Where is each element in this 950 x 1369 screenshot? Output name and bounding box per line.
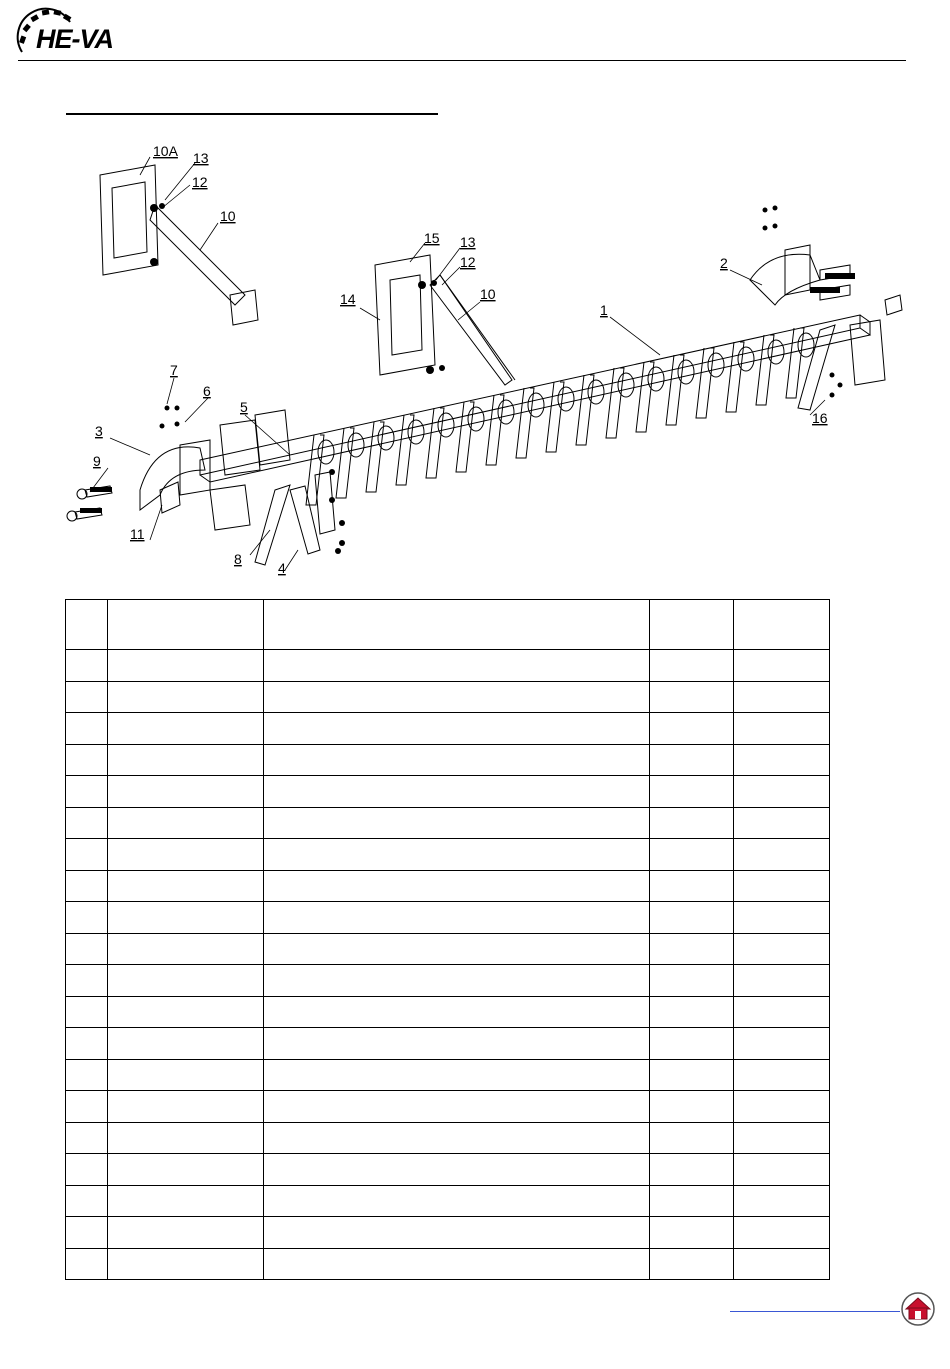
cell-qty	[650, 933, 734, 965]
table-row	[66, 839, 830, 871]
cell-qty	[650, 996, 734, 1028]
callout-label: 12	[460, 254, 476, 270]
logo-text: HE-VA	[36, 24, 114, 54]
cell-part-no	[108, 965, 264, 997]
cell-qty	[650, 776, 734, 808]
cell-part-no	[108, 839, 264, 871]
callout-label: 1	[600, 302, 608, 318]
callout-label: 14	[340, 291, 356, 307]
header-part-no	[108, 600, 264, 650]
cell-description	[264, 1154, 650, 1186]
header-divider	[18, 60, 906, 61]
cell-pos	[66, 1091, 108, 1123]
cell-description	[264, 776, 650, 808]
cell-description	[264, 681, 650, 713]
cell-note	[734, 1217, 830, 1249]
table-row	[66, 681, 830, 713]
cell-qty	[650, 1217, 734, 1249]
table-row	[66, 1185, 830, 1217]
cell-note	[734, 776, 830, 808]
table-row	[66, 744, 830, 776]
cell-pos	[66, 650, 108, 682]
exploded-parts-diagram	[50, 130, 910, 590]
cell-pos	[66, 776, 108, 808]
table-row	[66, 1091, 830, 1123]
table-row	[66, 870, 830, 902]
cell-part-no	[108, 933, 264, 965]
callout-label: 9	[93, 453, 101, 469]
header-qty	[650, 600, 734, 650]
cell-note	[734, 1091, 830, 1123]
cell-note	[734, 965, 830, 997]
cell-part-no	[108, 744, 264, 776]
callout-label: 11	[130, 526, 145, 542]
cell-note	[734, 1059, 830, 1091]
cell-note	[734, 870, 830, 902]
cell-pos	[66, 1248, 108, 1280]
table-row	[66, 713, 830, 745]
cell-part-no	[108, 1154, 264, 1186]
cell-description	[264, 839, 650, 871]
cell-description	[264, 1059, 650, 1091]
callout-label: 10A	[153, 143, 178, 159]
cell-description	[264, 965, 650, 997]
callout-label: 16	[812, 410, 828, 426]
table-row	[66, 1059, 830, 1091]
cell-note	[734, 1248, 830, 1280]
header-note	[734, 600, 830, 650]
callout-label: 15	[424, 230, 440, 246]
callout-label: 10	[220, 208, 236, 224]
parts-table	[65, 599, 830, 1280]
cell-qty	[650, 1248, 734, 1280]
cell-pos	[66, 870, 108, 902]
cell-part-no	[108, 1028, 264, 1060]
cell-description	[264, 902, 650, 934]
cell-note	[734, 744, 830, 776]
cell-qty	[650, 1091, 734, 1123]
table-row	[66, 807, 830, 839]
callout-label: 8	[234, 551, 242, 567]
callout-label: 7	[170, 362, 178, 378]
home-link-line	[730, 1311, 900, 1312]
header-pos	[66, 600, 108, 650]
cell-qty	[650, 1185, 734, 1217]
cell-qty	[650, 1028, 734, 1060]
header-description	[264, 600, 650, 650]
cell-note	[734, 713, 830, 745]
cell-pos	[66, 1154, 108, 1186]
title-underline	[66, 113, 438, 115]
cell-part-no	[108, 650, 264, 682]
cell-note	[734, 1028, 830, 1060]
cell-pos	[66, 744, 108, 776]
table-row	[66, 1154, 830, 1186]
cell-part-no	[108, 1217, 264, 1249]
cell-qty	[650, 713, 734, 745]
callout-label: 12	[192, 174, 208, 190]
cell-pos	[66, 933, 108, 965]
cell-qty	[650, 1059, 734, 1091]
cell-pos	[66, 807, 108, 839]
cell-part-no	[108, 713, 264, 745]
cell-description	[264, 744, 650, 776]
table-row	[66, 1122, 830, 1154]
cell-description	[264, 870, 650, 902]
callout-label: 2	[720, 255, 728, 271]
callout-label: 5	[240, 399, 248, 415]
cell-part-no	[108, 996, 264, 1028]
cell-qty	[650, 902, 734, 934]
parts-drawing	[50, 130, 910, 590]
cell-pos	[66, 1185, 108, 1217]
cell-pos	[66, 1028, 108, 1060]
callout-label: 10	[480, 286, 496, 302]
table-row	[66, 1217, 830, 1249]
cell-pos	[66, 996, 108, 1028]
table-row	[66, 1248, 830, 1280]
cell-part-no	[108, 902, 264, 934]
cell-note	[734, 1122, 830, 1154]
callout-label: 6	[203, 383, 211, 399]
cell-qty	[650, 1122, 734, 1154]
table-row	[66, 902, 830, 934]
cell-description	[264, 933, 650, 965]
cell-note	[734, 839, 830, 871]
table-row	[66, 650, 830, 682]
cell-qty	[650, 807, 734, 839]
table-row	[66, 996, 830, 1028]
cell-description	[264, 807, 650, 839]
callout-label: 13	[460, 234, 476, 250]
cell-part-no	[108, 776, 264, 808]
cell-note	[734, 1154, 830, 1186]
cell-qty	[650, 870, 734, 902]
cell-qty	[650, 681, 734, 713]
table-row	[66, 965, 830, 997]
cell-part-no	[108, 1248, 264, 1280]
cell-part-no	[108, 1091, 264, 1123]
cell-pos	[66, 1217, 108, 1249]
cell-part-no	[108, 681, 264, 713]
cell-description	[264, 996, 650, 1028]
cell-pos	[66, 902, 108, 934]
cell-description	[264, 1185, 650, 1217]
callout-label: 3	[95, 423, 103, 439]
cell-note	[734, 650, 830, 682]
cell-pos	[66, 681, 108, 713]
cell-pos	[66, 965, 108, 997]
table-row	[66, 933, 830, 965]
home-button[interactable]	[900, 1291, 936, 1327]
cell-part-no	[108, 870, 264, 902]
cell-description	[264, 713, 650, 745]
cell-qty	[650, 1154, 734, 1186]
cell-description	[264, 650, 650, 682]
cell-pos	[66, 713, 108, 745]
table-row	[66, 776, 830, 808]
cell-qty	[650, 839, 734, 871]
cell-part-no	[108, 807, 264, 839]
cell-pos	[66, 1059, 108, 1091]
cell-qty	[650, 965, 734, 997]
cell-note	[734, 996, 830, 1028]
cell-description	[264, 1091, 650, 1123]
cell-pos	[66, 839, 108, 871]
table-header-row	[66, 600, 830, 650]
home-icon	[900, 1291, 936, 1327]
cell-note	[734, 681, 830, 713]
cell-description	[264, 1217, 650, 1249]
cell-note	[734, 807, 830, 839]
cell-part-no	[108, 1122, 264, 1154]
callout-label: 13	[193, 150, 209, 166]
cell-part-no	[108, 1059, 264, 1091]
table-row	[66, 1028, 830, 1060]
cell-part-no	[108, 1185, 264, 1217]
cell-qty	[650, 744, 734, 776]
brand-logo	[14, 4, 154, 60]
cell-qty	[650, 650, 734, 682]
cell-description	[264, 1028, 650, 1060]
cell-description	[264, 1248, 650, 1280]
callout-label: 4	[278, 560, 286, 576]
cell-note	[734, 902, 830, 934]
cell-pos	[66, 1122, 108, 1154]
cell-note	[734, 933, 830, 965]
cell-description	[264, 1122, 650, 1154]
cell-note	[734, 1185, 830, 1217]
